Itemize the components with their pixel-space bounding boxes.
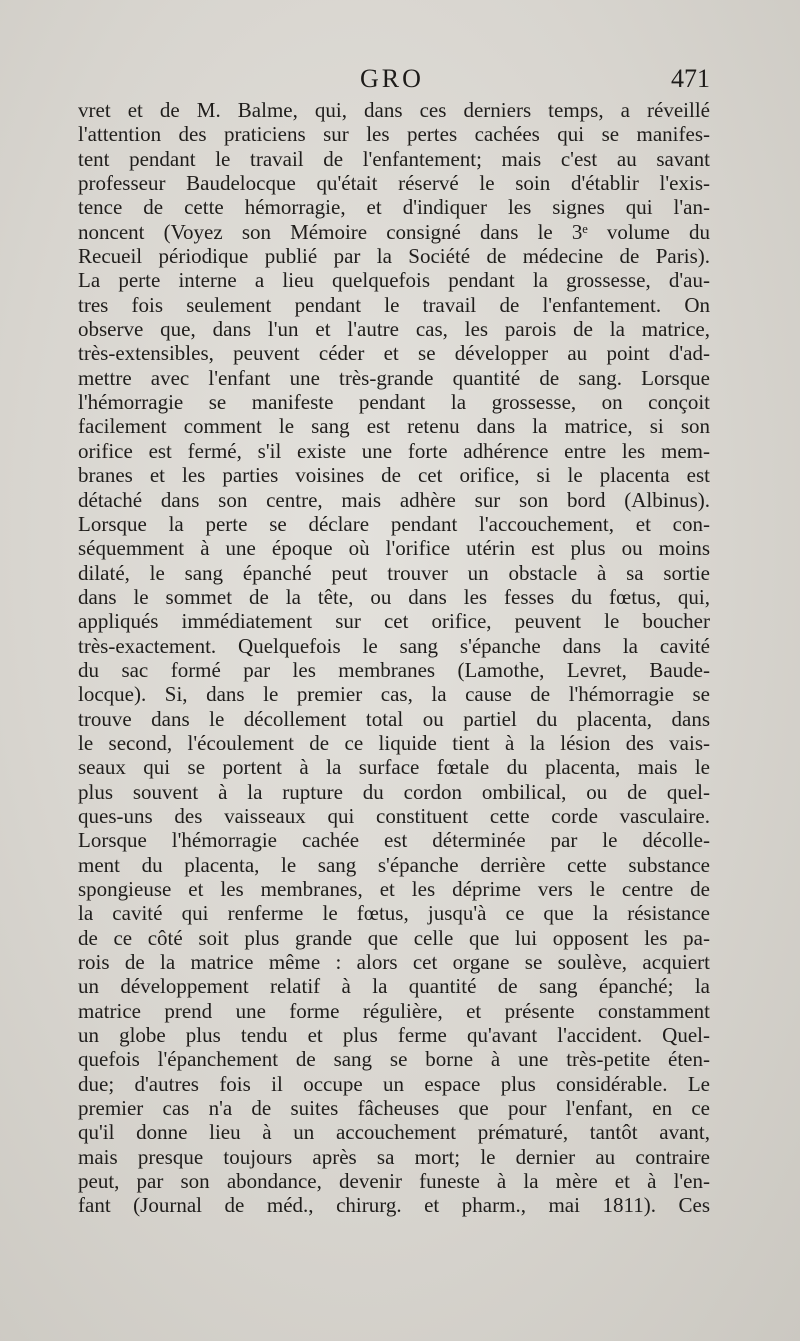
text-line: un développement relatif à la quantité de sang épanché; la: [78, 974, 710, 999]
text-line: fant (Journal de méd., chirurg. et pharm., mai 1811). Ces: [78, 1193, 710, 1218]
text-line: très-exactement. Quelquefois le sang s'épanche dans la cavité: [78, 633, 710, 658]
text-line: trouve dans le décollement total ou partiel du placenta, dans: [78, 706, 710, 731]
text-line: observe que, dans l'un et l'autre cas, les parois de la matrice,: [78, 317, 710, 342]
text-line: dans le sommet de la tête, ou dans les fesses du fœtus, qui,: [78, 584, 710, 609]
text-line: l'hémorragie se manifeste pendant la grossesse, on conçoit: [78, 390, 710, 415]
text-line: seaux qui se portent à la surface fœtale du placenta, mais le: [78, 755, 710, 780]
text-line: orifice est fermé, s'il existe une forte adhérence entre les mem-: [78, 438, 710, 463]
text-line: Lorsque la perte se déclare pendant l'accouchement, et con-: [78, 511, 710, 536]
page-number: 471: [671, 64, 710, 93]
text-line: mais presque toujours après sa mort; le dernier au contraire: [78, 1144, 710, 1169]
text-line: quefois l'épanchement de sang se borne à une très-petite éten-: [78, 1047, 710, 1072]
text-line: ques-uns des vaisseaux qui constituent cette corde vasculaire.: [78, 803, 710, 828]
text-line: Lorsque l'hémorragie cachée est déterminée par le décolle-: [78, 828, 710, 853]
page-header: [78, 64, 710, 96]
text-line: Recueil périodique publié par la Société de médecine de Paris).: [78, 244, 710, 269]
text-line: de ce côté soit plus grande que celle que lui opposent les pa-: [78, 925, 710, 950]
text-line: professeur Baudelocque qu'était réservé le soin d'établir l'exis-: [78, 171, 710, 196]
text-line: très-extensibles, peuvent céder et se développer au point d'ad-: [78, 341, 710, 366]
text-line: appliqués immédiatement sur cet orifice, peuvent le boucher: [78, 609, 710, 634]
text-line: tent pendant le travail de l'enfantement; mais c'est au savant: [78, 146, 710, 171]
text-line: rois de la matrice même : alors cet organe se soulève, acquiert: [78, 950, 710, 975]
text-line: vret et de M. Balme, qui, dans ces derniers temps, a réveillé: [78, 98, 710, 122]
text-line: détaché dans son centre, mais adhère sur son bord (Albinus).: [78, 487, 710, 512]
text-line: tence de cette hémorragie, et d'indiquer les signes qui l'an-: [78, 195, 710, 220]
running-head: GRO: [360, 64, 424, 93]
text-line: qu'il donne lieu à un accouchement prématuré, tantôt avant,: [78, 1120, 710, 1145]
text-line: le second, l'écoulement de ce liquide tient à la lésion des vais-: [78, 730, 710, 755]
text-line: mettre avec l'enfant une très-grande quantité de sang. Lorsque: [78, 365, 710, 390]
text-line: due; d'autres fois il occupe un espace plus considérable. Le: [78, 1071, 710, 1096]
body-text: [78, 98, 710, 1218]
text-line: spongieuse et les membranes, et les déprime vers le centre de: [78, 877, 710, 901]
text-line: un globe plus tendu et plus ferme qu'avant l'accident. Quel-: [78, 1023, 710, 1048]
text-line: premier cas n'a de suites fâcheuses que pour l'enfant, en ce: [78, 1096, 710, 1121]
text-line: noncent (Voyez son Mémoire consigné dans le 3ᵉ volume du: [78, 219, 710, 244]
text-line: La perte interne a lieu quelquefois pendant la grossesse, d'au-: [78, 268, 710, 293]
text-line: l'attention des praticiens sur les pertes cachées qui se manifes-: [78, 122, 710, 147]
text-line: plus souvent à la rupture du cordon ombilical, ou de quel-: [78, 779, 710, 804]
text-line: peut, par son abondance, devenir funeste à la mère et à l'en-: [78, 1169, 710, 1194]
text-line: dilaté, le sang épanché peut trouver un obstacle à sa sortie: [78, 560, 710, 585]
text-line: ment du placenta, le sang s'épanche derrière cette substance: [78, 852, 710, 877]
text-line: facilement comment le sang est retenu dans la matrice, si son: [78, 414, 710, 439]
text-line: du sac formé par les membranes (Lamothe, Levret, Baude-: [78, 657, 710, 682]
text-line: tres fois seulement pendant le travail de l'enfantement. On: [78, 292, 710, 317]
text-line: locque). Si, dans le premier cas, la cause de l'hémorragie se: [78, 682, 710, 707]
text-line: séquemment à une époque où l'orifice utérin est plus ou moins: [78, 536, 710, 561]
text-line: branes et les parties voisines de cet orifice, si le placenta est: [78, 463, 710, 488]
text-line: la cavité qui renferme le fœtus, jusqu'à ce que la résistance: [78, 901, 710, 926]
text-line: matrice prend une forme régulière, et présente constamment: [78, 998, 710, 1023]
